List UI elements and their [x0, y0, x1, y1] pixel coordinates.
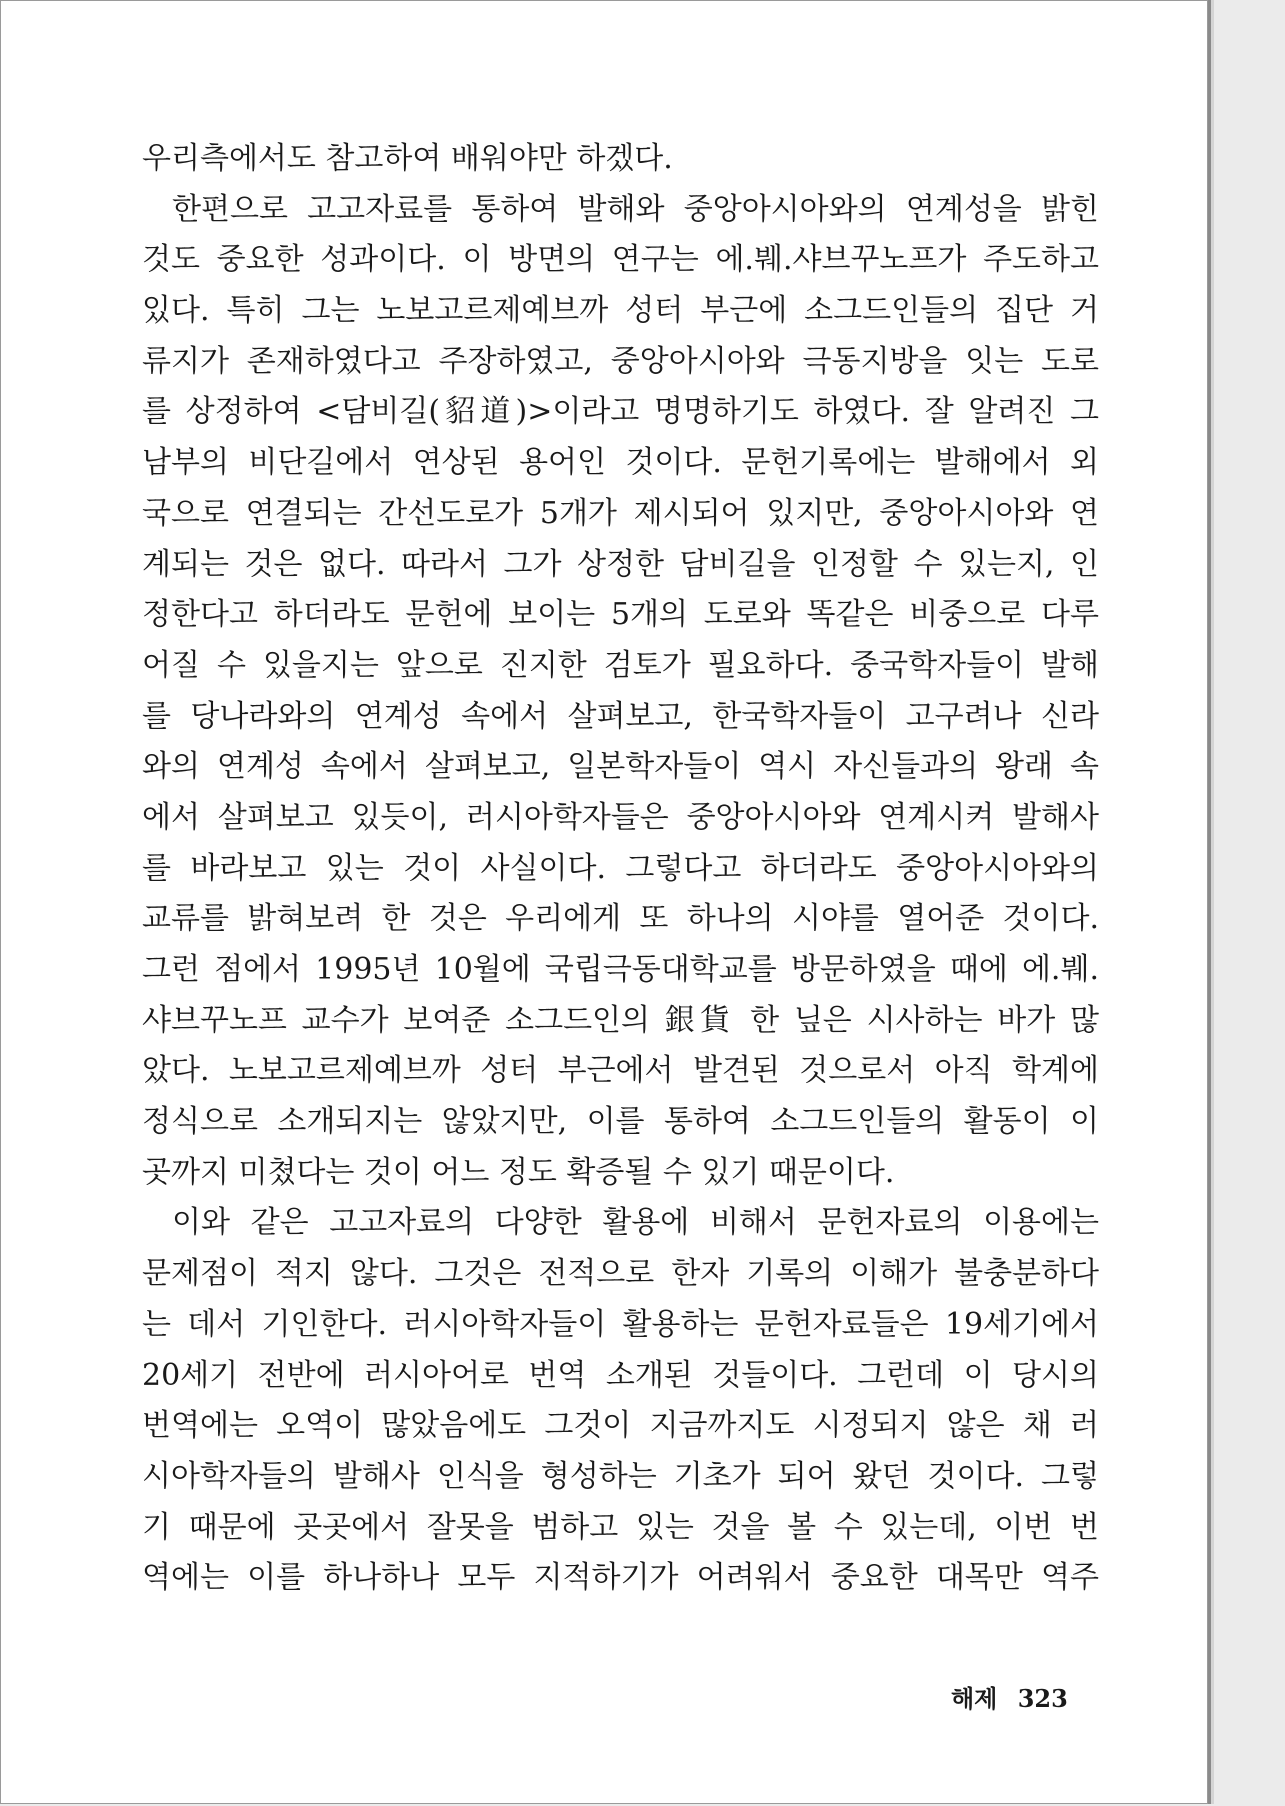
text-line: 았다. 노보고르제예브까 성터 부근에서 발견된 것으로서 아직 학계에	[142, 1053, 1099, 1089]
text-line: 샤브꾸노프 교수가 보여준 소그드인의 銀貨 한 닢은 시사하는 바가 많	[142, 1002, 1099, 1038]
text-line: 우리측에서도 참고하여 배워야만 하겠다.	[142, 141, 673, 176]
text-line: 를 바라보고 있는 것이 사실이다. 그렇다고 하더라도 중앙아시아와의	[142, 850, 1099, 886]
text-line: 남부의 비단길에서 연상된 용어인 것이다. 문헌기록에는 발해에서 외	[142, 445, 1099, 481]
text-line: 것도 중요한 성과이다. 이 방면의 연구는 에.붸.샤브꾸노프가 주도하고	[142, 242, 1099, 278]
text-line: 정식으로 소개되지는 않았지만, 이를 통하여 소그드인들의 활동이 이	[142, 1104, 1099, 1140]
text-line: 는 데서 기인한다. 러시아학자들이 활용하는 문헌자료들은 19세기에서	[142, 1306, 1099, 1342]
text-line: 계되는 것은 없다. 따라서 그가 상정한 담비길을 인정할 수 있는지, 인	[142, 546, 1099, 582]
text-line: 이와 같은 고고자료의 다양한 활용에 비해서 문헌자료의 이용에는	[172, 1205, 1099, 1241]
text-line: 와의 연계성 속에서 살펴보고, 일본학자들이 역시 자신들과의 왕래 속	[142, 749, 1099, 785]
text-line: 교류를 밝혀보려 한 것은 우리에게 또 하나의 시야를 열어준 것이다.	[142, 901, 1099, 937]
page-number: 323	[1017, 1684, 1068, 1713]
text-line: 시아학자들의 발해사 인식을 형성하는 기초가 되어 왔던 것이다. 그렇	[142, 1458, 1099, 1494]
text-line: 류지가 존재하였다고 주장하였고, 중앙아시아와 극동지방을 잇는 도로	[142, 343, 1099, 379]
text-line: 를 상정하여 <담비길(貂道)>이라고 명명하기도 하였다. 잘 알려진 그	[142, 394, 1099, 430]
text-line: 를 당나라와의 연계성 속에서 살펴보고, 한국학자들이 고구려나 신라	[142, 698, 1099, 734]
text-line: 곳까지 미쳤다는 것이 어느 정도 확증될 수 있기 때문이다.	[142, 1154, 895, 1190]
text-line: 20세기 전반에 러시아어로 번역 소개된 것들이다. 그런데 이 당시의	[142, 1357, 1099, 1393]
text-line: 그런 점에서 1995년 10월에 국립극동대학교를 방문하였을 때에 에.붸.	[142, 952, 1099, 987]
text-line: 있다. 특히 그는 노보고르제예브까 성터 부근에 소그드인들의 집단 거	[142, 293, 1099, 329]
text-line: 기 때문에 곳곳에서 잘못을 범하고 있는 것을 볼 수 있는데, 이번 번	[142, 1509, 1099, 1545]
text-line: 국으로 연결되는 간선도로가 5개가 제시되어 있지만, 중앙아시아와 연	[142, 495, 1099, 531]
text-line: 한편으로 고고자료를 통하여 발해와 중앙아시아와의 연계성을 밝힌	[172, 191, 1099, 227]
text-line: 정한다고 하더라도 문헌에 보이는 5개의 도로와 똑같은 비중으로 다루	[142, 597, 1099, 633]
text-line: 문제점이 적지 않다. 그것은 전적으로 한자 기록의 이해가 불충분하다	[142, 1256, 1099, 1292]
text-line: 역에는 이를 하나하나 모두 지적하기가 어려워서 중요한 대목만 역주	[142, 1560, 1099, 1596]
body-text	[142, 134, 1099, 1604]
text-line: 번역에는 오역이 많았음에도 그것이 지금까지도 시정되지 않은 채 러	[142, 1408, 1099, 1444]
text-line: 에서 살펴보고 있듯이, 러시아학자들은 중앙아시아와 연계시켜 발해사	[142, 799, 1099, 835]
section-title: 해제	[951, 1684, 998, 1713]
page-footer	[951, 1679, 1068, 1714]
text-line: 어질 수 있을지는 앞으로 진지한 검토가 필요하다. 중국학자들이 발해	[142, 647, 1099, 683]
